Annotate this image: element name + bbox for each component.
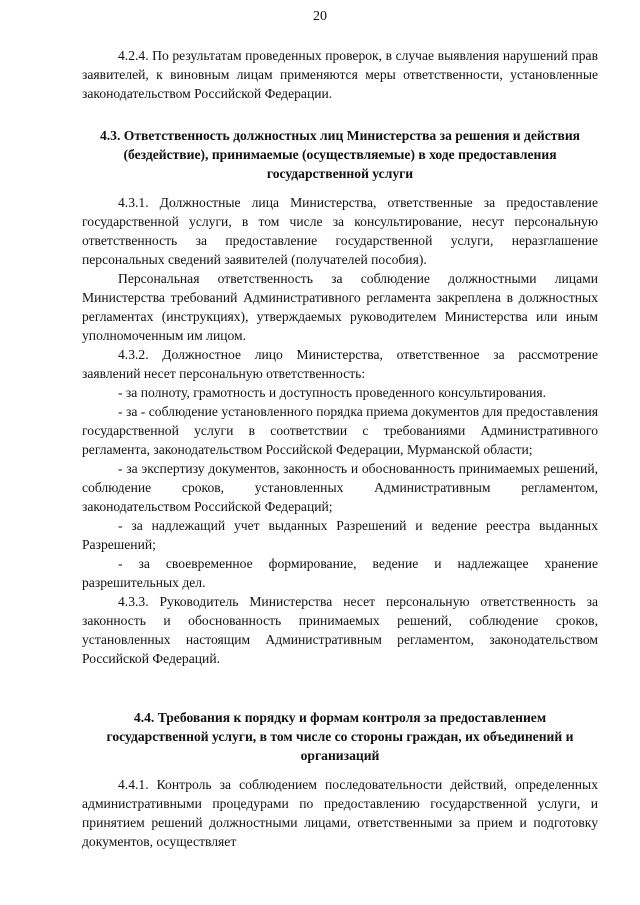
page-number: 20 <box>313 9 327 24</box>
paragraph-4-3-3: 4.3.3. Руководитель Министерства несет персональную ответственность за законность и обоснованность принимаемых решений, соблюдение сроков, установленных настоящим Административным регламентом, законодательством Российской Федераций. <box>82 594 598 666</box>
paragraph-4-2-4: 4.2.4. По результатам проведенных проверок, в случае выявления нарушений прав заявителей, к виновным лицам применяются меры ответственности, установленные законодательством Российской Федерации. <box>82 48 598 101</box>
heading-4-3: 4.3. Ответственность должностных лиц Министерства за решения и действия (бездействие), принимаемые (осуществляемые) в ходе предоставления государственной услуги <box>99 128 581 181</box>
heading-4-3-block <box>98 126 582 183</box>
paragraph-4-4-1: 4.4.1. Контроль за соблюдением последовательности действий, определенных административными процедурами по предоставлению государственной услуги, и принятием решений должностными лицами, ответственными за прием и подготовку документов, осуществляет <box>82 777 598 849</box>
bullet-consulting: - за полноту, грамотность и доступность проведенного консультирования. <box>118 385 546 400</box>
bullet-document-acceptance: - за - соблюдение установленного порядка приема документов для предоставления государственной услуги в соответствии с требованиями Административного регламента, законодательством Российской Федерации, Мурманской области; <box>82 404 598 457</box>
paragraph-personal-responsibility: Персональная ответственность за соблюдение должностными лицами Министерства требований Административного регламента закреплена в должностных регламентах (инструкциях), утверждаемых руководителем Министерства или иным уполномоченным им лицом. <box>82 271 598 343</box>
bullet-document-expertise: - за экспертизу документов, законность и обоснованность принимаемых решений, соблюдение сроков, установленных Административным регламентом, законодательством Российской Федераций; <box>82 461 598 514</box>
paragraph-4-2-4-block <box>82 46 598 103</box>
section-4-3-body <box>82 193 598 668</box>
bullet-permit-files: - за своевременное формирование, ведение и надлежащее хранение разрешительных дел. <box>82 556 598 590</box>
paragraph-4-3-1: 4.3.1. Должностные лица Министерства, ответственные за предоставление государственной услуги, в том числе за консультирование, несут персональную ответственность за предоставление государственной услуги, неразглашение персональных сведений заявителей (получателей пособия). <box>82 195 598 267</box>
heading-4-4-block <box>98 708 582 765</box>
bullet-permit-registry: - за надлежащий учет выданных Разрешений и ведение реестра выданных Разрешений; <box>82 518 598 552</box>
section-4-4-body <box>82 775 598 851</box>
heading-4-4: 4.4. Требования к порядку и формам контроля за предоставлением государственной услуги, в том числе со стороны граждан, их объединений и организаций <box>106 710 574 763</box>
paragraph-4-3-2: 4.3.2. Должностное лицо Министерства, ответственное за рассмотрение заявлений несет персональную ответственность: <box>82 347 598 381</box>
